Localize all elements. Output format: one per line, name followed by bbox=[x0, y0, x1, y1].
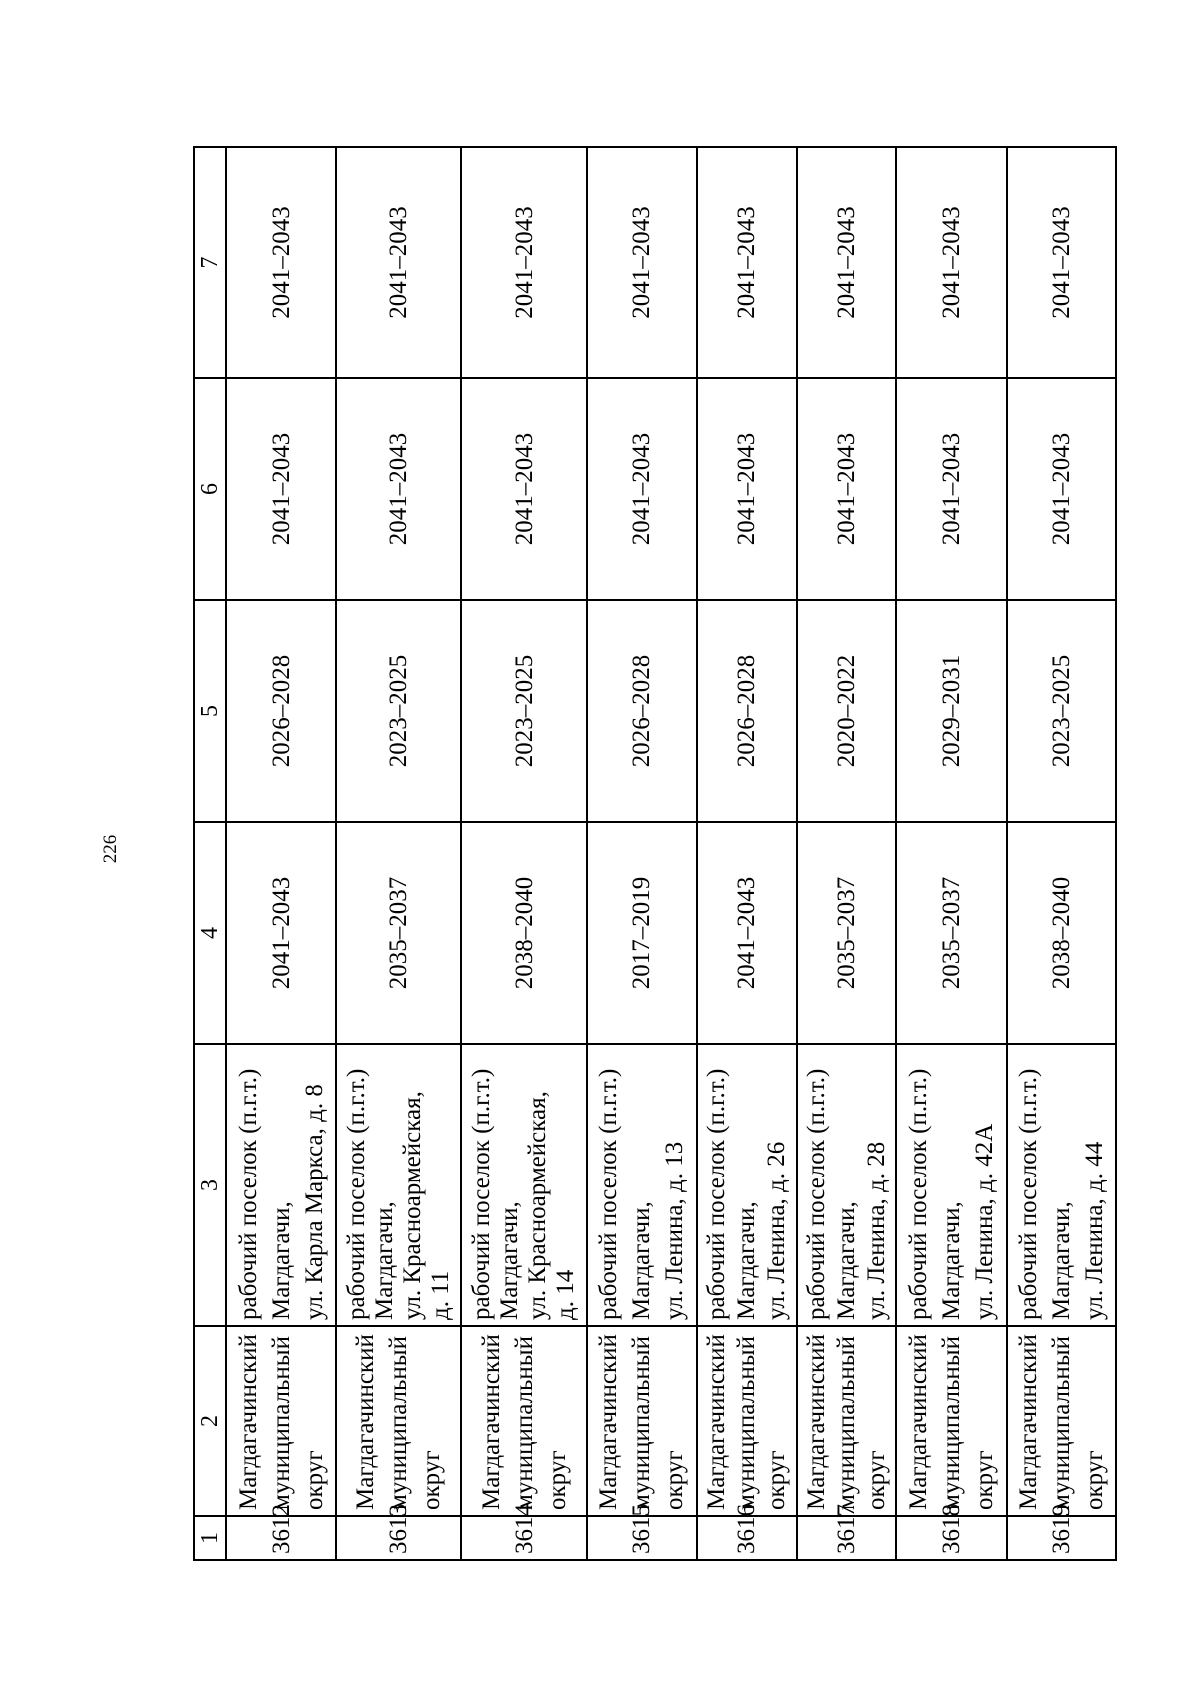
period-cell: 2041–2043 bbox=[461, 147, 586, 378]
district-line: муниципальный bbox=[832, 1336, 860, 1510]
district-line: округ bbox=[543, 1450, 571, 1510]
period-cell: 2041–2043 bbox=[336, 147, 461, 378]
address-line: Магдагачи, bbox=[938, 1201, 966, 1320]
schedule-table bbox=[193, 146, 1117, 1561]
district-line: муниципальный bbox=[510, 1336, 538, 1510]
address-line: ул. Ленина, д. 44 bbox=[1080, 1141, 1108, 1320]
district-line: округ bbox=[1080, 1450, 1108, 1510]
row-number: 3614 bbox=[461, 1516, 586, 1560]
table-row bbox=[461, 147, 586, 1560]
district-line: округ bbox=[971, 1450, 999, 1510]
district-line: Магдагачинский bbox=[702, 1334, 730, 1510]
table-row bbox=[1007, 147, 1116, 1560]
period-cell: 2038–2040 bbox=[461, 822, 586, 1044]
period-cell: 2023–2025 bbox=[336, 600, 461, 822]
period-cell: 2041–2043 bbox=[226, 822, 336, 1044]
address-line: ул. Красноармейская, bbox=[398, 1091, 426, 1320]
table-row bbox=[896, 147, 1006, 1560]
address-line: рабочий поселок (п.г.т.) bbox=[595, 1068, 623, 1320]
address-line: ул. Красноармейская, bbox=[524, 1091, 552, 1320]
address-line: рабочий поселок (п.г.т.) bbox=[702, 1068, 730, 1320]
district-line: муниципальный bbox=[385, 1336, 413, 1510]
period-cell: 2041–2043 bbox=[1007, 147, 1116, 378]
address-line: д. 11 bbox=[426, 1270, 454, 1320]
row-number: 3617 bbox=[797, 1516, 897, 1560]
period-cell: 2041–2043 bbox=[697, 822, 797, 1044]
address-line: Магдагачи, bbox=[832, 1201, 860, 1320]
address-line: ул. Ленина, д. 13 bbox=[661, 1141, 689, 1320]
period-cell: 2026–2028 bbox=[697, 600, 797, 822]
row-number: 3616 bbox=[697, 1516, 797, 1560]
period-cell: 2035–2037 bbox=[797, 822, 897, 1044]
address-cell bbox=[697, 1044, 797, 1326]
district-cell bbox=[797, 1326, 897, 1516]
column-header: 5 bbox=[194, 600, 226, 822]
district-line: муниципальный bbox=[1047, 1336, 1075, 1510]
period-cell: 2041–2043 bbox=[461, 378, 586, 600]
address-line: ул. Ленина, д. 28 bbox=[862, 1141, 890, 1320]
district-line: муниципальный bbox=[938, 1336, 966, 1510]
district-cell bbox=[226, 1326, 336, 1516]
address-cell bbox=[461, 1044, 586, 1326]
district-line: Магдагачинский bbox=[352, 1334, 380, 1510]
period-cell: 2041–2043 bbox=[697, 378, 797, 600]
period-cell: 2023–2025 bbox=[1007, 600, 1116, 822]
address-line: Магдагачи, bbox=[496, 1201, 524, 1320]
period-cell: 2041–2043 bbox=[587, 378, 697, 600]
district-line: Магдагачинский bbox=[595, 1334, 623, 1510]
address-line: ул. Ленина, д. 42А bbox=[971, 1123, 999, 1320]
district-cell bbox=[461, 1326, 586, 1516]
address-line: рабочий поселок (п.г.т.) bbox=[905, 1068, 933, 1320]
district-line: Магдагачинский bbox=[905, 1334, 933, 1510]
page-number: 226 bbox=[100, 834, 121, 864]
period-cell: 2035–2037 bbox=[896, 822, 1006, 1044]
district-line: муниципальный bbox=[267, 1336, 295, 1510]
address-line: Магдагачи, bbox=[267, 1201, 295, 1320]
period-cell: 2041–2043 bbox=[226, 147, 336, 378]
address-line: ул. Ленина, д. 26 bbox=[762, 1141, 790, 1320]
district-line: Магдагачинский bbox=[477, 1334, 505, 1510]
rotated-table-wrapper bbox=[193, 148, 1117, 1561]
table-row bbox=[697, 147, 797, 1560]
column-header: 7 bbox=[194, 147, 226, 378]
period-cell: 2041–2043 bbox=[896, 378, 1006, 600]
column-header: 6 bbox=[194, 378, 226, 600]
address-line: рабочий поселок (п.г.т.) bbox=[342, 1068, 370, 1320]
address-line: рабочий поселок (п.г.т.) bbox=[802, 1068, 830, 1320]
address-line: Магдагачи, bbox=[732, 1201, 760, 1320]
district-line: Магдагачинский bbox=[1014, 1334, 1042, 1510]
district-cell bbox=[587, 1326, 697, 1516]
column-header: 3 bbox=[194, 1044, 226, 1326]
address-cell bbox=[226, 1044, 336, 1326]
period-cell: 2041–2043 bbox=[697, 147, 797, 378]
period-cell: 2041–2043 bbox=[896, 147, 1006, 378]
address-line: рабочий поселок (п.г.т.) bbox=[468, 1068, 496, 1320]
period-cell: 2035–2037 bbox=[336, 822, 461, 1044]
district-line: округ bbox=[300, 1450, 328, 1510]
address-line: рабочий поселок (п.г.т.) bbox=[1014, 1068, 1042, 1320]
table-row bbox=[587, 147, 697, 1560]
address-cell bbox=[336, 1044, 461, 1326]
district-cell bbox=[697, 1326, 797, 1516]
period-cell: 2041–2043 bbox=[587, 147, 697, 378]
period-cell: 2041–2043 bbox=[797, 147, 897, 378]
column-header: 1 bbox=[194, 1516, 226, 1560]
period-cell: 2041–2043 bbox=[1007, 378, 1116, 600]
period-cell: 2038–2040 bbox=[1007, 822, 1116, 1044]
district-cell bbox=[336, 1326, 461, 1516]
address-line: Магдагачи, bbox=[1047, 1201, 1075, 1320]
address-cell bbox=[587, 1044, 697, 1326]
address-line: д. 14 bbox=[552, 1269, 580, 1320]
address-line: ул. Карла Маркса, д. 8 bbox=[300, 1084, 328, 1320]
row-number: 3615 bbox=[587, 1516, 697, 1560]
row-number: 3612 bbox=[226, 1516, 336, 1560]
column-header: 2 bbox=[194, 1326, 226, 1516]
row-number: 3618 bbox=[896, 1516, 1006, 1560]
period-cell: 2017–2019 bbox=[587, 822, 697, 1044]
district-line: Магдагачинский bbox=[234, 1334, 262, 1510]
district-line: округ bbox=[661, 1450, 689, 1510]
district-line: округ bbox=[862, 1450, 890, 1510]
period-cell: 2026–2028 bbox=[587, 600, 697, 822]
period-cell: 2026–2028 bbox=[226, 600, 336, 822]
district-line: округ bbox=[762, 1450, 790, 1510]
district-cell bbox=[896, 1326, 1006, 1516]
address-line: рабочий поселок (п.г.т.) bbox=[234, 1068, 262, 1320]
district-line: Магдагачинский bbox=[802, 1334, 830, 1510]
period-cell: 2041–2043 bbox=[336, 378, 461, 600]
period-cell: 2023–2025 bbox=[461, 600, 586, 822]
district-line: округ bbox=[418, 1450, 446, 1510]
table-row bbox=[797, 147, 897, 1560]
period-cell: 2041–2043 bbox=[797, 378, 897, 600]
column-header: 4 bbox=[194, 822, 226, 1044]
address-cell bbox=[896, 1044, 1006, 1326]
table-row bbox=[336, 147, 461, 1560]
address-line: Магдагачи, bbox=[370, 1201, 398, 1320]
table-header-row bbox=[194, 147, 226, 1560]
period-cell: 2029–2031 bbox=[896, 600, 1006, 822]
row-number: 3613 bbox=[336, 1516, 461, 1560]
district-cell bbox=[1007, 1326, 1116, 1516]
row-number: 3619 bbox=[1007, 1516, 1116, 1560]
address-cell bbox=[1007, 1044, 1116, 1326]
table-row bbox=[226, 147, 336, 1560]
district-line: муниципальный bbox=[732, 1336, 760, 1510]
period-cell: 2020–2022 bbox=[797, 600, 897, 822]
district-line: муниципальный bbox=[628, 1336, 656, 1510]
period-cell: 2041–2043 bbox=[226, 378, 336, 600]
address-cell bbox=[797, 1044, 897, 1326]
address-line: Магдагачи, bbox=[628, 1201, 656, 1320]
